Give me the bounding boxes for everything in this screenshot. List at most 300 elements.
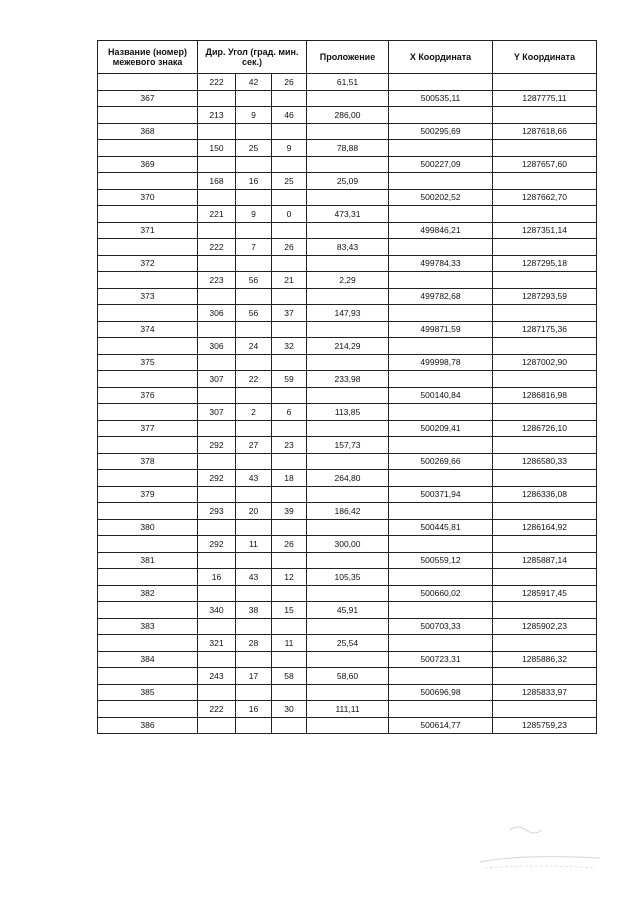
distance: 61,51 — [307, 74, 389, 91]
direction-row — [98, 569, 597, 586]
name-empty — [98, 173, 198, 190]
angle-minutes: 56 — [236, 272, 272, 289]
y-empty — [493, 206, 597, 223]
angle-seconds: 6 — [272, 404, 307, 421]
point-row — [98, 618, 597, 635]
distance-empty — [307, 618, 389, 635]
min-empty — [236, 354, 272, 371]
sec-empty — [272, 255, 307, 272]
sec-empty — [272, 222, 307, 239]
x-coordinate: 500696,98 — [389, 684, 493, 701]
x-empty — [389, 272, 493, 289]
deg-empty — [198, 387, 236, 404]
header-x-coordinate: X Координата — [389, 41, 493, 74]
x-empty — [389, 635, 493, 652]
y-coordinate: 1287662,70 — [493, 189, 597, 206]
deg-empty — [198, 90, 236, 107]
distance-empty — [307, 321, 389, 338]
y-empty — [493, 173, 597, 190]
sec-empty — [272, 651, 307, 668]
sec-empty — [272, 321, 307, 338]
sec-empty — [272, 519, 307, 536]
angle-seconds: 23 — [272, 437, 307, 454]
sec-empty — [272, 684, 307, 701]
point-row — [98, 519, 597, 536]
x-coordinate: 500371,94 — [389, 486, 493, 503]
deg-empty — [198, 321, 236, 338]
y-coordinate: 1287293,59 — [493, 288, 597, 305]
point-number: 372 — [98, 255, 198, 272]
angle-minutes: 25 — [236, 140, 272, 157]
distance: 2,29 — [307, 272, 389, 289]
point-number: 368 — [98, 123, 198, 140]
angle-degrees: 306 — [198, 338, 236, 355]
angle-minutes: 20 — [236, 503, 272, 520]
deg-empty — [198, 156, 236, 173]
header-mark-name: Название (номер) межевого знака — [98, 41, 198, 74]
y-coordinate: 1285886,32 — [493, 651, 597, 668]
distance: 214,29 — [307, 338, 389, 355]
angle-seconds: 21 — [272, 272, 307, 289]
x-coordinate: 500559,12 — [389, 552, 493, 569]
point-row — [98, 453, 597, 470]
deg-empty — [198, 684, 236, 701]
name-empty — [98, 74, 198, 91]
point-number: 377 — [98, 420, 198, 437]
x-empty — [389, 371, 493, 388]
y-empty — [493, 140, 597, 157]
direction-row — [98, 239, 597, 256]
y-empty — [493, 272, 597, 289]
header-distance: Проложение — [307, 41, 389, 74]
point-row — [98, 717, 597, 734]
distance-empty — [307, 156, 389, 173]
name-empty — [98, 140, 198, 157]
angle-degrees: 340 — [198, 602, 236, 619]
point-row — [98, 651, 597, 668]
direction-row — [98, 107, 597, 124]
name-empty — [98, 602, 198, 619]
header-y-coordinate: Y Координата — [493, 41, 597, 74]
deg-empty — [198, 453, 236, 470]
direction-row — [98, 305, 597, 322]
angle-minutes: 7 — [236, 239, 272, 256]
point-number: 386 — [98, 717, 198, 734]
name-empty — [98, 338, 198, 355]
distance: 233,98 — [307, 371, 389, 388]
angle-degrees: 213 — [198, 107, 236, 124]
angle-degrees: 306 — [198, 305, 236, 322]
point-number: 378 — [98, 453, 198, 470]
distance-empty — [307, 123, 389, 140]
min-empty — [236, 585, 272, 602]
min-empty — [236, 222, 272, 239]
angle-degrees: 293 — [198, 503, 236, 520]
direction-row — [98, 536, 597, 553]
y-empty — [493, 239, 597, 256]
distance: 286,00 — [307, 107, 389, 124]
x-coordinate: 500295,69 — [389, 123, 493, 140]
direction-row — [98, 140, 597, 157]
point-number: 369 — [98, 156, 198, 173]
y-coordinate: 1287657,60 — [493, 156, 597, 173]
angle-minutes: 11 — [236, 536, 272, 553]
distance: 25,54 — [307, 635, 389, 652]
angle-degrees: 150 — [198, 140, 236, 157]
y-empty — [493, 569, 597, 586]
angle-minutes: 38 — [236, 602, 272, 619]
point-number: 373 — [98, 288, 198, 305]
angle-minutes: 27 — [236, 437, 272, 454]
y-empty — [493, 437, 597, 454]
min-empty — [236, 288, 272, 305]
y-coordinate: 1285917,45 — [493, 585, 597, 602]
sec-empty — [272, 90, 307, 107]
distance: 157,73 — [307, 437, 389, 454]
y-coordinate: 1286816,98 — [493, 387, 597, 404]
angle-seconds: 30 — [272, 701, 307, 718]
y-coordinate: 1287618,66 — [493, 123, 597, 140]
y-coordinate: 1285887,14 — [493, 552, 597, 569]
distance: 300,00 — [307, 536, 389, 553]
min-empty — [236, 156, 272, 173]
angle-degrees: 222 — [198, 74, 236, 91]
x-empty — [389, 602, 493, 619]
distance-empty — [307, 189, 389, 206]
y-coordinate: 1285833,97 — [493, 684, 597, 701]
point-row — [98, 222, 597, 239]
point-row — [98, 420, 597, 437]
point-number: 374 — [98, 321, 198, 338]
min-empty — [236, 552, 272, 569]
distance: 473,31 — [307, 206, 389, 223]
distance-empty — [307, 288, 389, 305]
distance-empty — [307, 651, 389, 668]
direction-row — [98, 404, 597, 421]
distance: 25,09 — [307, 173, 389, 190]
angle-minutes: 16 — [236, 173, 272, 190]
table-header-row — [98, 41, 597, 74]
sec-empty — [272, 486, 307, 503]
x-coordinate: 500703,33 — [389, 618, 493, 635]
angle-degrees: 321 — [198, 635, 236, 652]
x-coordinate: 500660,02 — [389, 585, 493, 602]
distance: 45,91 — [307, 602, 389, 619]
direction-row — [98, 437, 597, 454]
x-empty — [389, 668, 493, 685]
min-empty — [236, 123, 272, 140]
angle-seconds: 26 — [272, 536, 307, 553]
angle-seconds: 26 — [272, 239, 307, 256]
direction-row — [98, 74, 597, 91]
y-empty — [493, 107, 597, 124]
y-empty — [493, 338, 597, 355]
angle-degrees: 243 — [198, 668, 236, 685]
direction-row — [98, 272, 597, 289]
point-row — [98, 321, 597, 338]
point-number: 384 — [98, 651, 198, 668]
angle-seconds: 12 — [272, 569, 307, 586]
min-empty — [236, 519, 272, 536]
angle-minutes: 17 — [236, 668, 272, 685]
x-empty — [389, 503, 493, 520]
x-empty — [389, 569, 493, 586]
x-coordinate: 500202,52 — [389, 189, 493, 206]
angle-seconds: 25 — [272, 173, 307, 190]
point-number: 382 — [98, 585, 198, 602]
direction-row — [98, 338, 597, 355]
point-row — [98, 90, 597, 107]
distance-empty — [307, 585, 389, 602]
x-empty — [389, 470, 493, 487]
point-number: 370 — [98, 189, 198, 206]
point-row — [98, 288, 597, 305]
x-coordinate: 500723,31 — [389, 651, 493, 668]
deg-empty — [198, 189, 236, 206]
survey-coordinates-table — [97, 40, 597, 734]
sec-empty — [272, 585, 307, 602]
point-row — [98, 585, 597, 602]
min-empty — [236, 321, 272, 338]
direction-row — [98, 602, 597, 619]
min-empty — [236, 255, 272, 272]
angle-minutes: 16 — [236, 701, 272, 718]
sec-empty — [272, 288, 307, 305]
name-empty — [98, 404, 198, 421]
sec-empty — [272, 618, 307, 635]
direction-row — [98, 503, 597, 520]
min-empty — [236, 486, 272, 503]
angle-seconds: 37 — [272, 305, 307, 322]
x-coordinate: 499871,59 — [389, 321, 493, 338]
angle-seconds: 26 — [272, 74, 307, 91]
distance: 105,35 — [307, 569, 389, 586]
point-number: 376 — [98, 387, 198, 404]
distance-empty — [307, 222, 389, 239]
y-empty — [493, 371, 597, 388]
distance-empty — [307, 453, 389, 470]
deg-empty — [198, 618, 236, 635]
y-coordinate: 1286726,10 — [493, 420, 597, 437]
point-number: 385 — [98, 684, 198, 701]
deg-empty — [198, 354, 236, 371]
y-empty — [493, 503, 597, 520]
deg-empty — [198, 519, 236, 536]
name-empty — [98, 437, 198, 454]
angle-seconds: 0 — [272, 206, 307, 223]
angle-degrees: 307 — [198, 404, 236, 421]
distance-empty — [307, 717, 389, 734]
deg-empty — [198, 255, 236, 272]
angle-seconds: 11 — [272, 635, 307, 652]
distance-empty — [307, 684, 389, 701]
point-number: 371 — [98, 222, 198, 239]
x-coordinate: 500227,09 — [389, 156, 493, 173]
name-empty — [98, 272, 198, 289]
y-empty — [493, 74, 597, 91]
angle-minutes: 24 — [236, 338, 272, 355]
y-coordinate: 1287295,18 — [493, 255, 597, 272]
min-empty — [236, 651, 272, 668]
y-empty — [493, 602, 597, 619]
angle-seconds: 32 — [272, 338, 307, 355]
direction-row — [98, 470, 597, 487]
name-empty — [98, 371, 198, 388]
distance: 113,85 — [307, 404, 389, 421]
angle-minutes: 9 — [236, 206, 272, 223]
min-empty — [236, 189, 272, 206]
distance-empty — [307, 90, 389, 107]
x-coordinate: 500445,81 — [389, 519, 493, 536]
y-coordinate: 1287002,90 — [493, 354, 597, 371]
distance-empty — [307, 255, 389, 272]
distance: 264,80 — [307, 470, 389, 487]
deg-empty — [198, 288, 236, 305]
x-empty — [389, 437, 493, 454]
faint-stamp-mark — [470, 812, 610, 877]
deg-empty — [198, 486, 236, 503]
x-coordinate: 499998,78 — [389, 354, 493, 371]
angle-seconds: 59 — [272, 371, 307, 388]
y-coordinate: 1287175,36 — [493, 321, 597, 338]
x-coordinate: 500614,77 — [389, 717, 493, 734]
angle-minutes: 43 — [236, 569, 272, 586]
sec-empty — [272, 453, 307, 470]
min-empty — [236, 90, 272, 107]
name-empty — [98, 305, 198, 322]
point-row — [98, 156, 597, 173]
y-empty — [493, 470, 597, 487]
y-coordinate: 1287775,11 — [493, 90, 597, 107]
name-empty — [98, 701, 198, 718]
sec-empty — [272, 552, 307, 569]
x-empty — [389, 305, 493, 322]
y-coordinate: 1285902,23 — [493, 618, 597, 635]
angle-degrees: 16 — [198, 569, 236, 586]
angle-degrees: 222 — [198, 239, 236, 256]
name-empty — [98, 635, 198, 652]
min-empty — [236, 618, 272, 635]
x-coordinate: 499784,33 — [389, 255, 493, 272]
table-body — [98, 74, 597, 734]
point-number: 381 — [98, 552, 198, 569]
angle-seconds: 9 — [272, 140, 307, 157]
x-coordinate: 500535,11 — [389, 90, 493, 107]
deg-empty — [198, 651, 236, 668]
y-empty — [493, 668, 597, 685]
angle-minutes: 9 — [236, 107, 272, 124]
angle-degrees: 221 — [198, 206, 236, 223]
point-row — [98, 354, 597, 371]
sec-empty — [272, 354, 307, 371]
distance: 147,93 — [307, 305, 389, 322]
y-empty — [493, 536, 597, 553]
y-empty — [493, 701, 597, 718]
deg-empty — [198, 552, 236, 569]
angle-minutes: 42 — [236, 74, 272, 91]
x-empty — [389, 206, 493, 223]
angle-seconds: 58 — [272, 668, 307, 685]
distance-empty — [307, 354, 389, 371]
angle-degrees: 168 — [198, 173, 236, 190]
angle-degrees: 292 — [198, 470, 236, 487]
direction-row — [98, 635, 597, 652]
point-row — [98, 123, 597, 140]
y-empty — [493, 635, 597, 652]
x-empty — [389, 404, 493, 421]
angle-degrees: 292 — [198, 437, 236, 454]
x-coordinate: 500269,66 — [389, 453, 493, 470]
direction-row — [98, 206, 597, 223]
deg-empty — [198, 420, 236, 437]
deg-empty — [198, 585, 236, 602]
y-coordinate: 1287351,14 — [493, 222, 597, 239]
angle-degrees: 307 — [198, 371, 236, 388]
name-empty — [98, 470, 198, 487]
y-coordinate: 1285759,23 — [493, 717, 597, 734]
point-row — [98, 255, 597, 272]
direction-row — [98, 371, 597, 388]
point-number: 379 — [98, 486, 198, 503]
distance-empty — [307, 387, 389, 404]
direction-row — [98, 701, 597, 718]
point-row — [98, 684, 597, 701]
x-coordinate: 500140,84 — [389, 387, 493, 404]
point-row — [98, 387, 597, 404]
angle-degrees: 223 — [198, 272, 236, 289]
point-number: 380 — [98, 519, 198, 536]
angle-minutes: 2 — [236, 404, 272, 421]
point-number: 375 — [98, 354, 198, 371]
y-empty — [493, 404, 597, 421]
y-coordinate: 1286336,08 — [493, 486, 597, 503]
deg-empty — [198, 123, 236, 140]
point-row — [98, 189, 597, 206]
x-empty — [389, 173, 493, 190]
direction-row — [98, 668, 597, 685]
point-number: 383 — [98, 618, 198, 635]
min-empty — [236, 387, 272, 404]
y-coordinate: 1286580,33 — [493, 453, 597, 470]
deg-empty — [198, 717, 236, 734]
distance-empty — [307, 420, 389, 437]
point-row — [98, 486, 597, 503]
sec-empty — [272, 387, 307, 404]
angle-seconds: 39 — [272, 503, 307, 520]
x-coordinate: 499846,21 — [389, 222, 493, 239]
x-empty — [389, 239, 493, 256]
name-empty — [98, 107, 198, 124]
name-empty — [98, 569, 198, 586]
point-number: 367 — [98, 90, 198, 107]
x-empty — [389, 338, 493, 355]
angle-degrees: 292 — [198, 536, 236, 553]
deg-empty — [198, 222, 236, 239]
min-empty — [236, 453, 272, 470]
distance-empty — [307, 486, 389, 503]
name-empty — [98, 668, 198, 685]
angle-minutes: 56 — [236, 305, 272, 322]
distance: 186,42 — [307, 503, 389, 520]
distance: 78,88 — [307, 140, 389, 157]
y-empty — [493, 305, 597, 322]
sec-empty — [272, 123, 307, 140]
point-row — [98, 552, 597, 569]
min-empty — [236, 684, 272, 701]
name-empty — [98, 239, 198, 256]
x-empty — [389, 107, 493, 124]
distance-empty — [307, 519, 389, 536]
